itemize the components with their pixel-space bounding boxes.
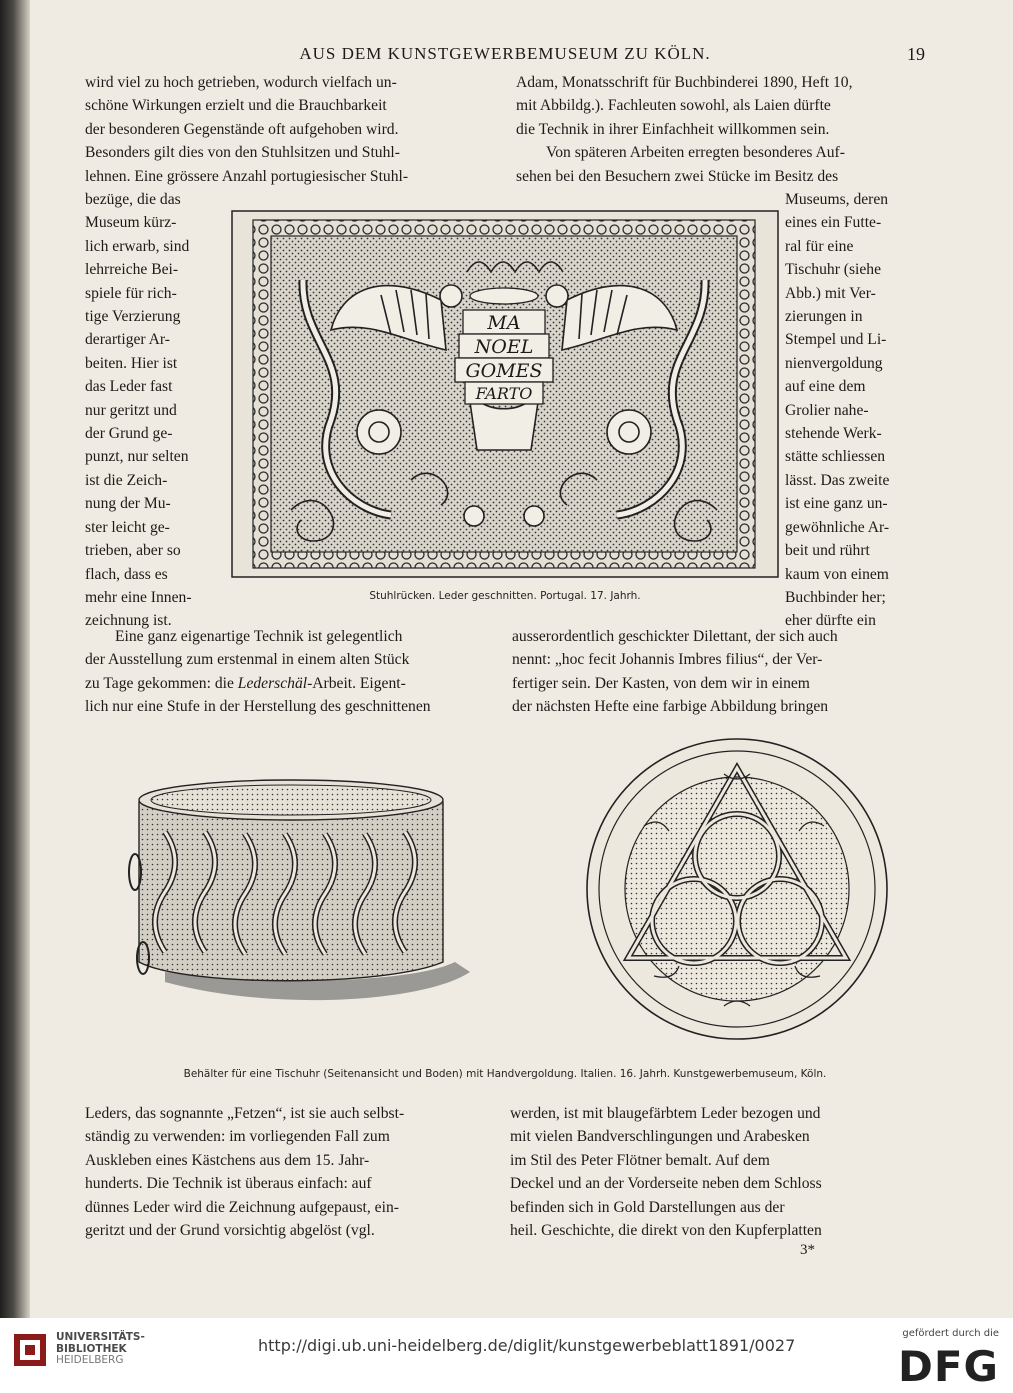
bottom-right-column bbox=[510, 1102, 915, 1242]
text-line: eher dürfte ein bbox=[785, 612, 876, 630]
text-line: ständig zu verwenden: im vorliegenden Fall zum bbox=[85, 1128, 390, 1146]
text-line: spiele für rich- bbox=[85, 284, 177, 302]
text-line: flach, dass es bbox=[85, 565, 168, 583]
text-line: Tischuhr (siehe bbox=[785, 261, 882, 279]
text-line: tige Verzierung bbox=[85, 308, 181, 326]
page-number: 19 bbox=[907, 44, 925, 64]
top-left-column bbox=[85, 71, 497, 188]
text-line: der Ausstellung zum erstenmal in einem alten Stück bbox=[85, 651, 410, 669]
text-line: fertiger sein. Der Kasten, von dem wir in einem bbox=[512, 674, 810, 692]
text-line: stätte schliessen bbox=[785, 448, 886, 466]
text-line: ist eine ganz un- bbox=[785, 495, 888, 513]
sponsor-text: gefördert durch die bbox=[902, 1328, 999, 1339]
text-line: punzt, nur selten bbox=[85, 448, 189, 466]
text-line: sehen bei den Besuchern zwei Stücke im Besitz des bbox=[516, 167, 839, 185]
library-name-line: BIBLIOTHEK bbox=[56, 1342, 127, 1355]
text-line: im Stil des Peter Flötner bemalt. Auf dem bbox=[510, 1151, 770, 1169]
narrow-right-column bbox=[785, 188, 921, 633]
text-line: Deckel und an der Vorderseite neben dem Schloss bbox=[510, 1175, 822, 1193]
text-line: zeichnung ist. bbox=[85, 612, 172, 630]
text-line: lich nur eine Stufe in der Herstellung des geschnittenen bbox=[85, 698, 431, 716]
text-line: gewöhnliche Ar- bbox=[785, 518, 890, 536]
text-line: zierungen in bbox=[785, 308, 863, 326]
text-line: Museum kürz- bbox=[85, 214, 177, 232]
mid-left-column bbox=[85, 625, 489, 719]
narrow-left-column bbox=[85, 188, 223, 633]
text-line: lehnen. Eine grössere Anzahl portugiesischer Stuhl- bbox=[85, 167, 409, 185]
text-line: bezüge, die das bbox=[85, 191, 181, 208]
text-line: wird viel zu hoch getrieben, wodurch vielfach un- bbox=[85, 74, 397, 91]
text-line: auf eine dem bbox=[785, 378, 866, 396]
text-line: Auskleben eines Kästchens aus dem 15. Jahr- bbox=[85, 1151, 370, 1169]
text-line: schöne Wirkungen erzielt und die Brauchbarkeit bbox=[85, 97, 387, 115]
text-line: dünnes Leder wird die Zeichnung aufgepaust, ein- bbox=[85, 1198, 399, 1216]
text-line: ster leicht ge- bbox=[85, 518, 170, 536]
text-line: nennt: „hoc fecit Johannis Imbres filius“, der Ver- bbox=[512, 651, 823, 669]
text-line: Stempel und Li- bbox=[785, 331, 887, 349]
library-name-line: UNIVERSITÄTS- bbox=[56, 1331, 145, 1343]
text-line: stehende Werk- bbox=[785, 425, 882, 443]
text-line: Besonders gilt dies von den Stuhlsitzen und Stuhl- bbox=[85, 144, 400, 162]
inscription-line: NOEL bbox=[474, 336, 534, 358]
text-line: trieben, aber so bbox=[85, 542, 181, 560]
page-header bbox=[85, 44, 925, 68]
text-line: das Leder fast bbox=[85, 378, 173, 396]
digitization-footer bbox=[0, 1318, 1013, 1393]
text-line: Adam, Monatsschrift für Buchbinderei 1890, Heft 10, bbox=[516, 74, 853, 91]
university-library-logo-icon bbox=[12, 1332, 48, 1368]
text-line: derartiger Ar- bbox=[85, 331, 170, 349]
library-name bbox=[56, 1332, 145, 1367]
text-line: eines ein Futte- bbox=[785, 214, 882, 232]
text-line: ausserordentlich geschickter Dilettant, der sich auch bbox=[512, 628, 838, 645]
inscription-line: MA bbox=[487, 312, 521, 334]
text-line: nienvergoldung bbox=[785, 354, 883, 372]
text-line: mehr eine Innen- bbox=[85, 588, 192, 606]
clock-case-bottom-illustration bbox=[584, 736, 890, 1042]
inscription-line: GOMES bbox=[465, 360, 543, 382]
text-line: befinden sich in Gold Darstellungen aus der bbox=[510, 1198, 785, 1216]
text-line: lehrreiche Bei- bbox=[85, 261, 179, 279]
text-line: mit Abbildg.). Fachleuten sowohl, als Laien dürfte bbox=[516, 97, 831, 115]
emphasized-term: Lederschäl bbox=[237, 674, 308, 692]
text-line bbox=[85, 672, 489, 695]
dfg-logo: DFG bbox=[897, 1342, 999, 1391]
text-line: der Grund ge- bbox=[85, 425, 173, 443]
text-line: nung der Mu- bbox=[85, 495, 171, 513]
text-line: Grolier nahe- bbox=[785, 401, 869, 419]
text-line: ist die Zeich- bbox=[85, 471, 168, 489]
text-line: lich erwarb, sind bbox=[85, 237, 190, 255]
text-line: werden, ist mit blaugefärbtem Leder bezogen und bbox=[510, 1105, 821, 1122]
text-line: Von späteren Arbeiten erregten besonderes Auf- bbox=[546, 144, 845, 162]
text-line: hunderts. Die Technik ist überaus einfach: auf bbox=[85, 1175, 372, 1193]
book-spine-shadow bbox=[0, 0, 30, 1318]
permalink-url[interactable]: http://digi.ub.uni-heidelberg.de/diglit/kunstgewerbeblatt1891/0027 bbox=[258, 1336, 796, 1355]
running-title: AUS DEM KUNSTGEWERBEMUSEUM ZU KÖLN. bbox=[299, 44, 711, 63]
library-name-line: HEIDELBERG bbox=[56, 1354, 124, 1366]
clock-case-side-illustration bbox=[125, 772, 475, 1004]
text-line: mit vielen Bandverschlingungen und Arabesken bbox=[510, 1128, 810, 1146]
text-line: beiten. Hier ist bbox=[85, 354, 178, 372]
text-line: die Technik in ihrer Einfachheit willkommen sein. bbox=[516, 120, 830, 138]
text-line: der besonderen Gegenstände oft aufgehoben wird. bbox=[85, 120, 399, 138]
text-line: der nächsten Hefte eine farbige Abbildung bringen bbox=[512, 698, 829, 716]
inscription-line: FARTO bbox=[475, 384, 533, 403]
bottom-left-column bbox=[85, 1102, 489, 1242]
text-span: zu Tage gekommen: die bbox=[85, 674, 238, 692]
text-line: ral für eine bbox=[785, 237, 854, 255]
text-line: lässt. Das zweite bbox=[785, 471, 890, 489]
chair-back-illustration bbox=[231, 210, 779, 578]
text-line: heil. Geschichte, die direkt von den Kupferplatten bbox=[510, 1222, 822, 1240]
figure1-caption: Stuhlrücken. Leder geschnitten. Portugal. 17. Jahrh. bbox=[369, 590, 641, 602]
figure2-caption: Behälter für eine Tischuhr (Seitenansicht und Boden) mit Handvergoldung. Italien. 16. Jahrh. Kunstgewerbemuseum, Köln. bbox=[183, 1068, 827, 1080]
top-right-column bbox=[516, 71, 921, 188]
text-line: Eine ganz eigenartige Technik ist gelegentlich bbox=[115, 628, 403, 645]
text-line: Museums, deren bbox=[785, 191, 889, 208]
text-line: geritzt und der Grund vorsichtig abgelöst (vgl. bbox=[85, 1222, 375, 1240]
text-line: kaum von einem bbox=[785, 565, 889, 583]
text-line: nur geritzt und bbox=[85, 401, 177, 419]
text-line: beit und rührt bbox=[785, 542, 870, 560]
signature-mark: 3* bbox=[800, 1242, 815, 1258]
mid-right-column bbox=[512, 625, 918, 719]
text-line: Abb.) mit Ver- bbox=[785, 284, 876, 302]
text-span: -Arbeit. Eigent- bbox=[307, 674, 406, 692]
text-line: Buchbinder her; bbox=[785, 588, 886, 606]
text-line: Leders, das sognannte „Fetzen“, ist sie auch selbst- bbox=[85, 1105, 405, 1122]
